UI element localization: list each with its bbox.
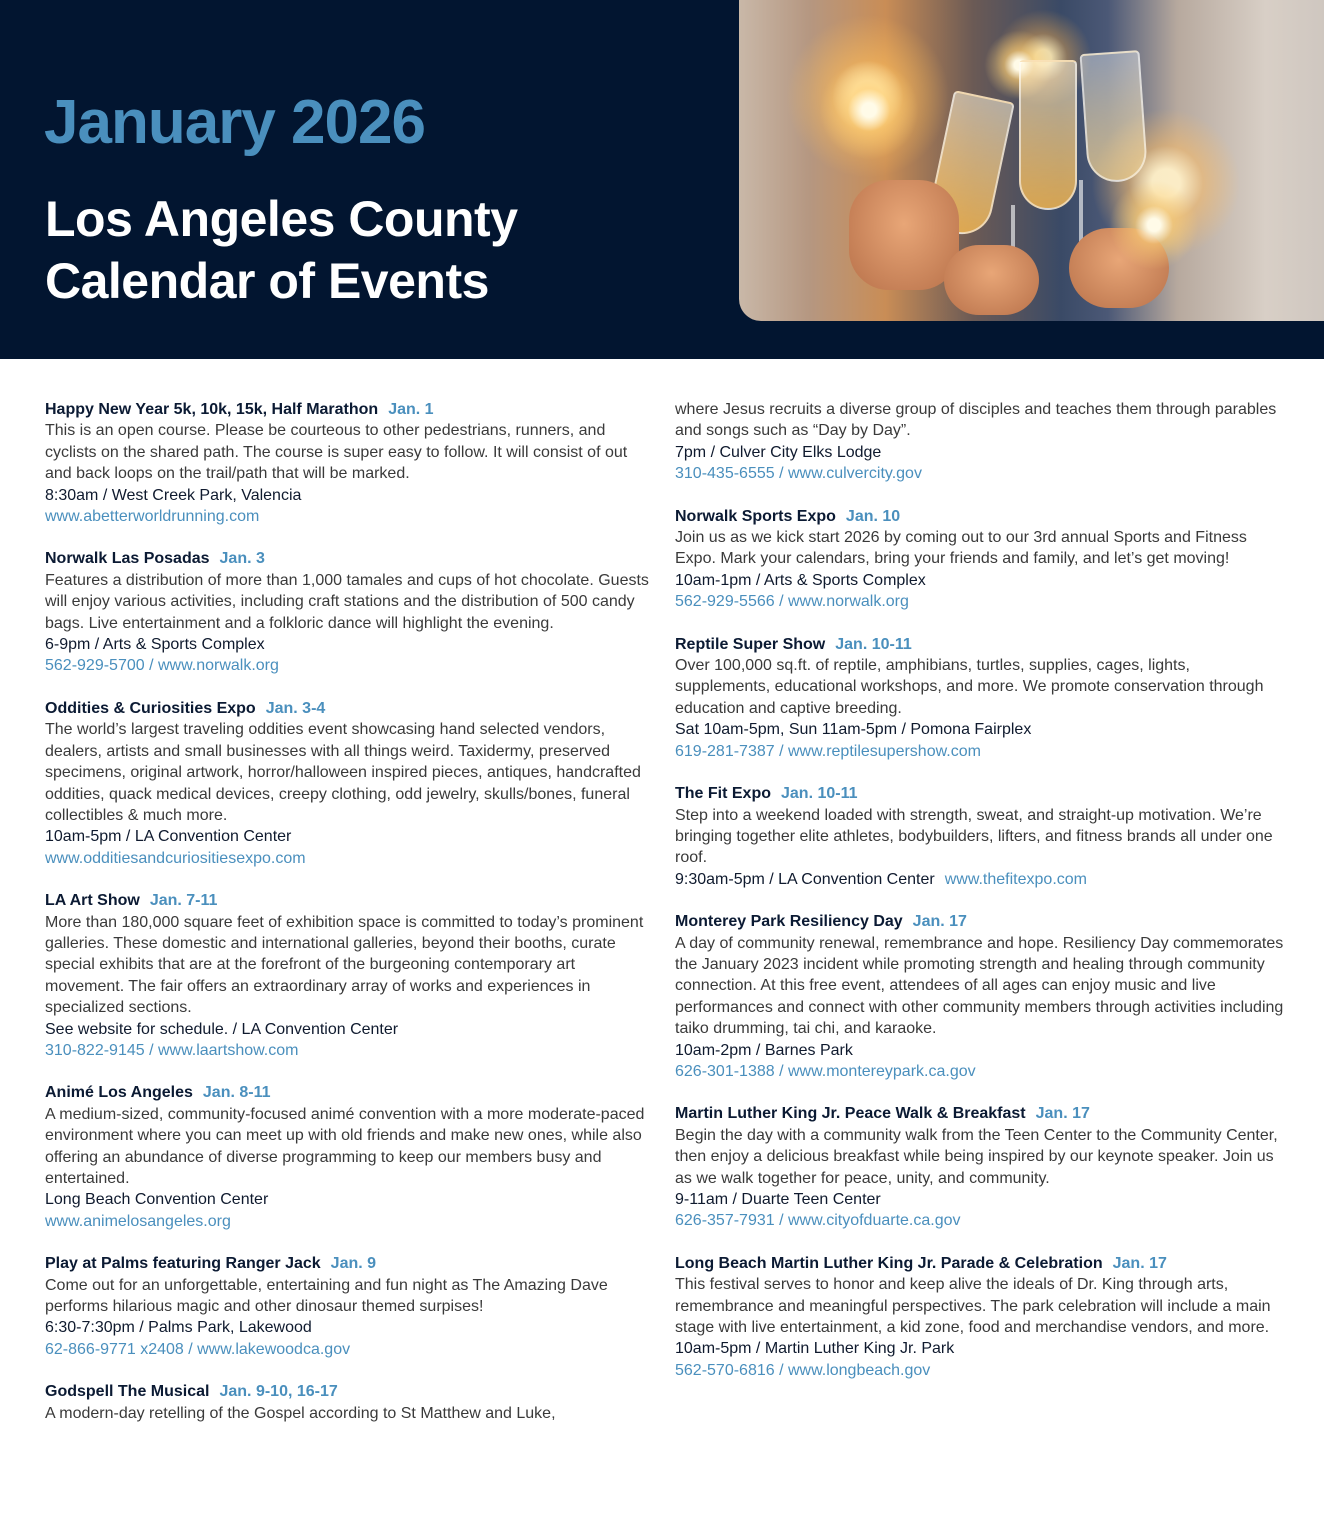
event-time-location: 9-11am / Duarte Teen Center bbox=[675, 1191, 881, 1208]
event-description: A day of community renewal, remembrance and hope. Resiliency Day commemorates the January 2023 incident while promoting strength and healing through community connection. At this free event, attendees of all ages can enjoy music and live performances and connect with other community members through activities including taiko drumming, tai chi, and karaoke. bbox=[675, 934, 1284, 1038]
month-heading: January 2026 bbox=[44, 88, 425, 157]
event-time-location: 7pm / Culver City Elks Lodge bbox=[675, 443, 882, 461]
page-header bbox=[0, 0, 1324, 359]
event-time-location: Sat 10am-5pm, Sun 11am-5pm / Pomona Fairplex bbox=[675, 721, 1032, 739]
event-item bbox=[45, 399, 655, 527]
event-item bbox=[675, 1253, 1285, 1381]
event-item bbox=[675, 506, 1285, 613]
event-title: Martin Luther King Jr. Peace Walk & Breakfast bbox=[675, 1105, 1026, 1123]
event-contact-link[interactable]: 562-570-6816 / www.longbeach.gov bbox=[675, 1361, 931, 1379]
event-item bbox=[675, 911, 1285, 1082]
page-title bbox=[45, 188, 518, 312]
event-item bbox=[675, 1103, 1285, 1231]
event-description: Step into a weekend loaded with strength, sweat, and straight-up motivation. We’re bringing together elite athletes, bodybuilders, lifters, and fitness brands all under one roof. bbox=[675, 806, 1273, 867]
event-contact-link[interactable]: 562-929-5566 / www.norwalk.org bbox=[675, 593, 909, 611]
event-description: The world’s largest traveling oddities event showcasing hand selected vendors, dealers, artists and small businesses with all things weird. Taxidermy, preserved specimens, original artwork, horror/halloween inspired pieces, antiques, handcrafted oddities, quack medical devices, creepy clothing, odd jewelry, skulls/bones, funeral collectibles & much more. bbox=[45, 721, 641, 824]
hand-shape bbox=[849, 180, 959, 290]
champagne-glass-icon bbox=[1080, 50, 1149, 184]
event-date: Jan. 1 bbox=[388, 401, 434, 418]
event-description: Come out for an unforgettable, entertaining and fun night as The Amazing Dave performs hilarious magic and other dinosaur themed surpises! bbox=[45, 1276, 608, 1316]
event-time-location: See website for schedule. / LA Convention Center bbox=[45, 1020, 399, 1038]
event-time-location: 6-9pm / Arts & Sports Complex bbox=[45, 636, 265, 654]
event-contact-link[interactable]: 310-435-6555 / www.culvercity.gov bbox=[675, 465, 922, 483]
event-date: Jan. 9 bbox=[330, 1255, 377, 1273]
event-date: Jan. 17 bbox=[912, 913, 967, 931]
event-title: Godspell The Musical bbox=[45, 1383, 210, 1401]
event-description: This is an open course. Please be courteous to other pedestrians, runners, and cyclists on the shared path. The course is super easy to follow. It will consist of out and back loops on the trail/path that will be marked. bbox=[45, 422, 628, 483]
event-contact-link[interactable]: www.odditiesandcuriositiesexpo.com bbox=[45, 849, 306, 867]
event-date: Jan. 10-11 bbox=[835, 635, 912, 653]
sparkler-icon bbox=[1109, 180, 1199, 270]
event-date: Jan. 10-11 bbox=[781, 785, 858, 803]
event-contact-link[interactable]: 619-281-7387 / www.reptilesupershow.com bbox=[675, 742, 981, 760]
event-item bbox=[675, 783, 1285, 890]
event-title: Norwalk Sports Expo bbox=[675, 507, 836, 525]
event-item bbox=[675, 634, 1285, 762]
event-description: Features a distribution of more than 1,000 tamales and cups of hot chocolate. Guests will enjoy various activities, including craft stations and the distribution of 500 candy bags. Live entertainment and a folkloric dance will highlight the evening. bbox=[45, 571, 649, 632]
event-contact-link[interactable]: 626-301-1388 / www.montereypark.ca.gov bbox=[675, 1062, 976, 1080]
event-description: Join us as we kick start 2026 by coming out to our 3rd annual Sports and Fitness Expo. Mark your calendars, bring your friends and family, and let’s get moving! bbox=[675, 529, 1247, 568]
event-contact-link[interactable]: www.abetterworldrunning.com bbox=[45, 508, 260, 526]
event-description: A modern-day retelling of the Gospel according to St Matthew and Luke, bbox=[45, 1404, 556, 1422]
page-title-line-2: Calendar of Events bbox=[45, 253, 489, 309]
event-date: Jan. 7-11 bbox=[149, 892, 218, 910]
event-title: Long Beach Martin Luther King Jr. Parade & Celebration bbox=[675, 1254, 1103, 1272]
event-contact-link[interactable]: 310-822-9145 / www.laartshow.com bbox=[45, 1041, 299, 1059]
event-contact-link[interactable]: 62-866-9771 x2408 / www.lakewoodca.gov bbox=[45, 1340, 351, 1358]
event-title: The Fit Expo bbox=[675, 785, 771, 803]
event-title: Animé Los Angeles bbox=[45, 1084, 193, 1102]
event-date: Jan. 17 bbox=[1112, 1254, 1167, 1272]
event-title: Play at Palms featuring Ranger Jack bbox=[45, 1255, 321, 1273]
event-title: Oddities & Curiosities Expo bbox=[45, 699, 256, 717]
event-item bbox=[45, 1082, 655, 1232]
event-contact-link[interactable]: 562-929-5700 / www.norwalk.org bbox=[45, 657, 279, 675]
event-item bbox=[45, 548, 655, 676]
event-item bbox=[45, 890, 655, 1061]
event-item bbox=[45, 1381, 655, 1424]
event-description: Over 100,000 sq.ft. of reptile, amphibians, turtles, supplies, cages, lights, supplements, educational workshops, and more. We promote conservation through education and captive breeding. bbox=[675, 657, 1264, 717]
event-title: Monterey Park Resiliency Day bbox=[675, 913, 903, 931]
event-description: This festival serves to honor and keep alive the ideals of Dr. King through arts, remembrance and meaningful perspectives. The park celebration will include a main stage with live entertainment, a kid zone, food and merchandise vendors, and more. bbox=[675, 1276, 1271, 1337]
event-title: LA Art Show bbox=[45, 892, 140, 910]
event-time-location: 8:30am / West Creek Park, Valencia bbox=[45, 486, 302, 504]
event-description: Begin the day with a community walk from the Teen Center to the Community Center, then enjoy a delicious breakfast while being inspired by our keynote speaker. Join us as we walk together for peace, unity, and community. bbox=[675, 1126, 1278, 1187]
hand-shape bbox=[944, 245, 1039, 315]
champagne-glass-icon bbox=[1019, 60, 1077, 210]
event-item bbox=[45, 698, 655, 869]
event-time-location: 10am-2pm / Barnes Park bbox=[675, 1041, 853, 1059]
sparkler-icon bbox=[819, 60, 919, 160]
event-title: Norwalk Las Posadas bbox=[45, 550, 210, 568]
event-date: Jan. 17 bbox=[1035, 1105, 1090, 1123]
celebration-photo bbox=[739, 0, 1324, 321]
event-date: Jan. 8-11 bbox=[202, 1084, 271, 1102]
event-time-location bbox=[675, 869, 1285, 890]
event-time-location: 10am-5pm / Martin Luther King Jr. Park bbox=[675, 1340, 955, 1358]
event-description: More than 180,000 square feet of exhibition space is committed to today’s prominent galleries. These domestic and international galleries, beyond their booths, curate special exhibits that are at the forefront of the burgeoning contemporary art movement. The fair offers an extraordinary array of works and experiences in specialized sections. bbox=[45, 913, 644, 1017]
event-contact-link[interactable]: www.thefitexpo.com bbox=[944, 870, 1087, 888]
event-item bbox=[45, 1253, 655, 1360]
events-column-right bbox=[675, 399, 1285, 1402]
event-title: Reptile Super Show bbox=[675, 635, 826, 653]
event-time-location: 10am-5pm / LA Convention Center bbox=[45, 828, 292, 846]
event-description: where Jesus recruits a diverse group of disciples and teaches them through parables and songs such as “Day by Day”. bbox=[675, 401, 1277, 440]
event-description: A medium-sized, community-focused animé convention with a more moderate-paced environment where you can meet up with old friends and make new ones, while also offering an abundance of diverse programming to keep our members busy and entertained. bbox=[45, 1105, 645, 1187]
event-time-location: Long Beach Convention Center bbox=[45, 1191, 269, 1209]
event-time-location: 6:30-7:30pm / Palms Park, Lakewood bbox=[45, 1319, 312, 1337]
event-date: Jan. 3 bbox=[219, 550, 265, 568]
events-column-left bbox=[45, 399, 655, 1445]
event-item-continued bbox=[675, 399, 1285, 485]
event-date: Jan. 3-4 bbox=[265, 699, 326, 717]
event-date: Jan. 10 bbox=[845, 507, 901, 525]
page-title-line-1: Los Angeles County bbox=[45, 191, 518, 247]
event-contact-link[interactable]: www.animelosangeles.org bbox=[45, 1212, 231, 1230]
event-time-location: 10am-1pm / Arts & Sports Complex bbox=[675, 571, 926, 589]
event-time-location-text: 9:30am-5pm / LA Convention Center bbox=[675, 870, 935, 888]
event-date: Jan. 9-10, 16-17 bbox=[219, 1383, 338, 1401]
event-title: Happy New Year 5k, 10k, 15k, Half Marathon bbox=[45, 401, 379, 418]
event-contact-link[interactable]: 626-357-7931 / www.cityofduarte.ca.gov bbox=[675, 1212, 961, 1230]
